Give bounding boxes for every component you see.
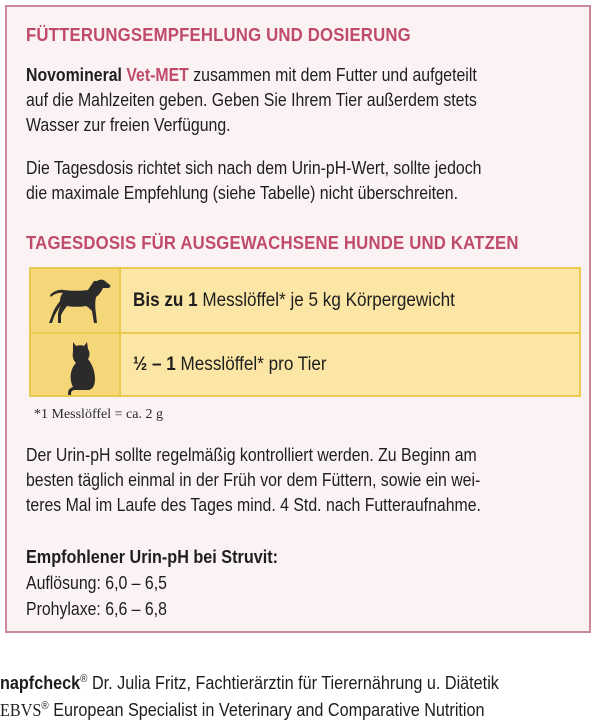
intro-line-2: auf die Mahlzeiten geben. Geben Sie Ihrem Tier außerdem stets (26, 90, 477, 110)
monitoring-line-1: Der Urin-pH sollte regelmäßig kontrolliert werden. Zu Beginn am (26, 445, 477, 465)
feeding-recommendation-heading: FÜTTERUNGSEMPFEHLUNG UND DOSIERUNG (26, 25, 411, 45)
dose-table (29, 267, 581, 397)
monitoring-paragraph (26, 443, 536, 518)
scoop-footnote: *1 Messlöffel = ca. 2 g (34, 407, 163, 422)
napfcheck-brand: napfcheck (0, 673, 81, 693)
monitoring-line-2: besten täglich einmal in der Früh vor dem Füttern, sowie ein wei- (26, 470, 481, 490)
dog-icon (31, 269, 121, 332)
ebvs-credit-line (0, 700, 485, 721)
monitoring-line-3: teres Mal im Laufe des Tages mind. 4 Std. nach Futteraufnahme. (26, 495, 481, 515)
intro-line-1 (26, 63, 536, 88)
napfcheck-reg-mark: ® (80, 673, 88, 685)
intro-line-1-rest: zusammen mit dem Futter und aufgeteilt (188, 65, 477, 85)
intro-line-3: Wasser zur freien Verfügung. (26, 115, 231, 135)
dog-icon-cell (31, 269, 121, 332)
dog-dose-text (133, 290, 455, 312)
dose-row-cat (31, 334, 579, 395)
daily-dose-heading: TAGESDOSIS FÜR AUSGEWACHSENE HUNDE UND KATZEN (26, 233, 519, 253)
cat-icon-cell (31, 334, 121, 395)
product-name: Vet-MET (126, 65, 189, 85)
cat-icon (31, 334, 121, 395)
brand-name: Novomineral (26, 65, 122, 85)
dosage-line-2: die maximale Empfehlung (siehe Tabelle) nicht überschreiten. (26, 183, 459, 203)
struvite-ph-heading: Empfohlener Urin-pH bei Struvit: (26, 547, 279, 567)
intro-paragraph (26, 63, 536, 138)
author-name: Dr. Julia Fritz, Fachtierärztin für Tierernährung u. Diätetik (87, 673, 499, 693)
cat-dose-amount: ½ – 1 (133, 353, 176, 375)
ebvs-label: EBVS (0, 700, 42, 720)
ph-prophylaxis: Prohylaxe: 6,6 – 6,8 (26, 599, 167, 619)
dog-dose-unit: Messlöffel* je 5 kg Körpergewicht (197, 289, 455, 311)
dog-dose-amount: Bis zu 1 (133, 289, 198, 311)
ebvs-reg-mark: ® (41, 700, 49, 712)
ph-dissolution: Auflösung: 6,0 – 6,5 (26, 573, 167, 593)
cat-dose-unit: Messlöffel* pro Tier (175, 353, 327, 375)
ebvs-description: European Specialist in Veterinary and Comparative Nutrition (48, 700, 485, 720)
feeding-info-panel (5, 5, 591, 633)
dosage-line-1: Die Tagesdosis richtet sich nach dem Urin-pH-Wert, sollte jedoch (26, 158, 482, 178)
cat-dose-text (133, 354, 327, 376)
dosage-paragraph (26, 156, 536, 206)
dose-row-dog (31, 269, 579, 334)
author-credit-line (0, 673, 499, 694)
